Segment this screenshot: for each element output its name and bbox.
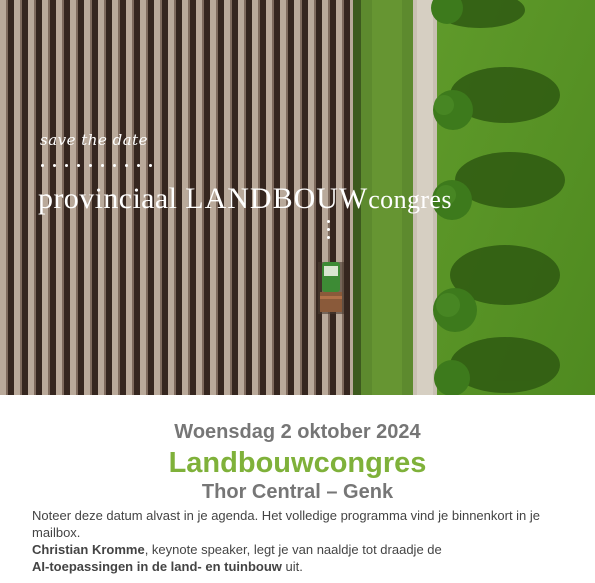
body-text: [32, 507, 572, 575]
event-date: Woensdag 2 oktober 2024: [174, 421, 421, 443]
hero-title-prefix: provinciaal: [38, 182, 186, 215]
hero-event-title: [38, 182, 452, 216]
topic-text: AI-toepassingen in de land- en tuinbouw: [32, 559, 282, 574]
event-venue: Thor Central – Genk: [201, 481, 394, 503]
hero-title-main: LANDBOUW: [185, 182, 369, 215]
save-the-date-text: save the date: [40, 131, 149, 149]
dot-divider-vertical: [327, 220, 331, 244]
topic-end: uit.: [281, 559, 303, 574]
speaker-name: Christian Kromme: [32, 542, 145, 557]
speaker-paragraph: [32, 541, 572, 575]
dot-divider-horizontal: [41, 154, 161, 172]
speaker-text: , keynote speaker, legt je van naaldje tot draadje de: [144, 542, 442, 557]
intro-paragraph: Noteer deze datum alvast in je agenda. Het volledige programma vind je binnenkort in je mailbox.: [32, 508, 541, 540]
event-name: Landbouwcongres: [168, 447, 427, 479]
event-info: [0, 418, 595, 505]
hero-title-suffix: congres: [368, 185, 452, 214]
